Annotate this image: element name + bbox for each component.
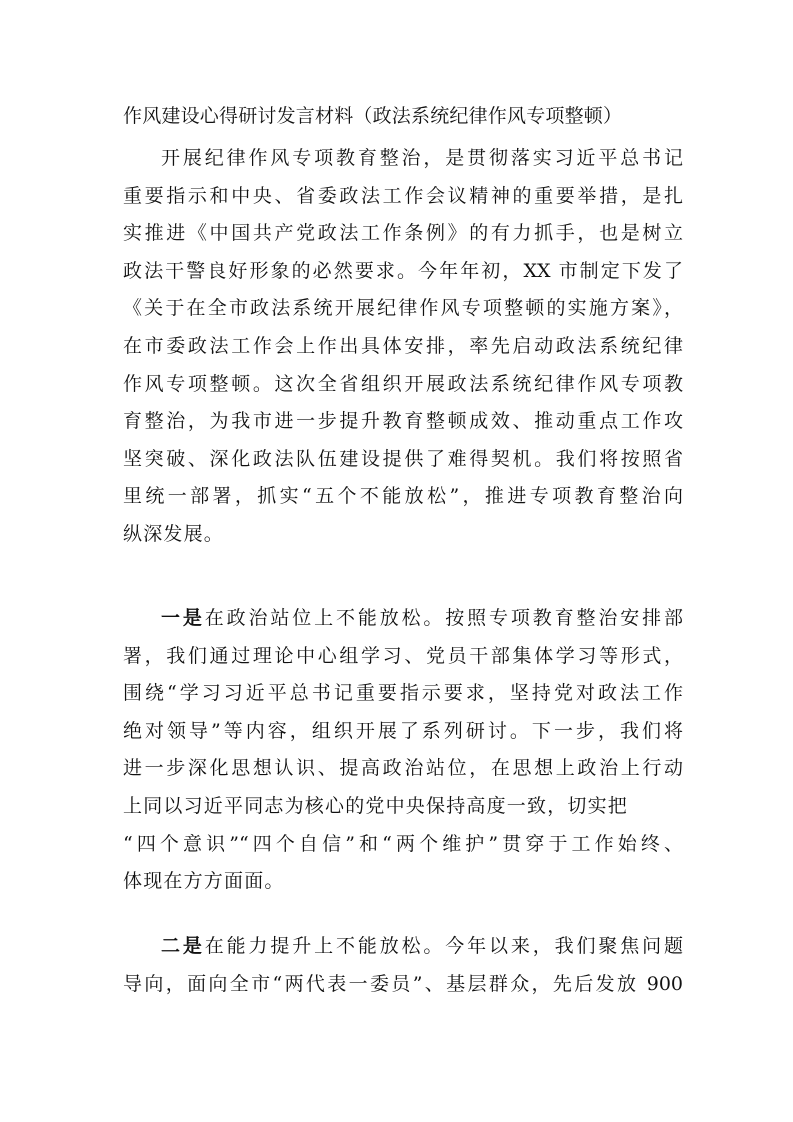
paragraph-point-one: [123, 600, 683, 901]
paragraph-line: 纵深发展。: [123, 522, 225, 545]
paragraph-line: 《关于在全市政法系统开展纪律作风专项整顿的实施方案》，: [123, 297, 683, 320]
paragraph-line: [123, 600, 683, 638]
paragraph-line: 政法干警良好形象的必然要求。今年年初，XX 市制定下发了: [123, 259, 683, 282]
paragraph-line: 围绕“学习习近平总书记重要指示要求，坚持党对政法工作: [123, 682, 683, 705]
paragraph-lead: 一是: [161, 607, 205, 629]
paragraph-line: 体现在方方面面。: [123, 870, 285, 893]
paragraph-line: 开展纪律作风专项教育整治，是贯彻落实习近平总书记: [161, 147, 683, 169]
paragraph-line: 导向，面向全市“两代表一委员”、基层群众，先后发放 900: [123, 972, 683, 995]
paragraph-intro: [123, 140, 683, 554]
paragraph-line-text: 在能力提升上不能放松。今年以来，我们聚焦问题: [204, 935, 683, 957]
paragraph-line: [123, 928, 683, 966]
paragraph-line: 进一步深化思想认识、提高政治站位，在思想上政治上行动: [123, 757, 683, 780]
paragraph-lead: 二是: [161, 935, 205, 957]
paragraph-line: 育整治，为我市进一步提升教育整顿成效、推动重点工作攻: [123, 410, 683, 433]
paragraph-line: 上同以习近平同志为核心的党中央保持高度一致，切实把: [123, 794, 629, 817]
paragraph-line: 实推进《中国共产党政法工作条例》的有力抓手，也是树立: [123, 222, 683, 245]
document-title: 作风建设心得研讨发言材料（政法系统纪律作风专项整顿）: [123, 105, 623, 127]
paragraph-line: 坚突破、深化政法队伍建设提供了难得契机。我们将按照省: [123, 447, 683, 470]
paragraph-line: 在市委政法工作会上作出具体安排，率先启动政法系统纪律: [123, 334, 683, 357]
paragraph-point-two: [123, 928, 683, 1003]
paragraph-line: 绝对领导”等内容，组织开展了系列研讨。下一步，我们将: [123, 719, 683, 742]
paragraph-line-text: 在政治站位上不能放松。按照专项教育整治安排部: [204, 607, 683, 629]
paragraph-line: 重要指示和中央、省委政法工作会议精神的重要举措，是扎: [123, 184, 683, 207]
paragraph-line: 作风专项整顿。这次全省组织开展政法系统纪律作风专项教: [123, 372, 683, 395]
paragraph-line: 署，我们通过理论中心组学习、党员干部集体学习等形式，: [123, 644, 683, 667]
paragraph-line: “四个意识”“四个自信”和“两个维护”贯穿于工作始终、: [123, 832, 683, 855]
paragraph-line: 里统一部署，抓实“五个不能放松”，推进专项教育整治向: [123, 485, 683, 508]
